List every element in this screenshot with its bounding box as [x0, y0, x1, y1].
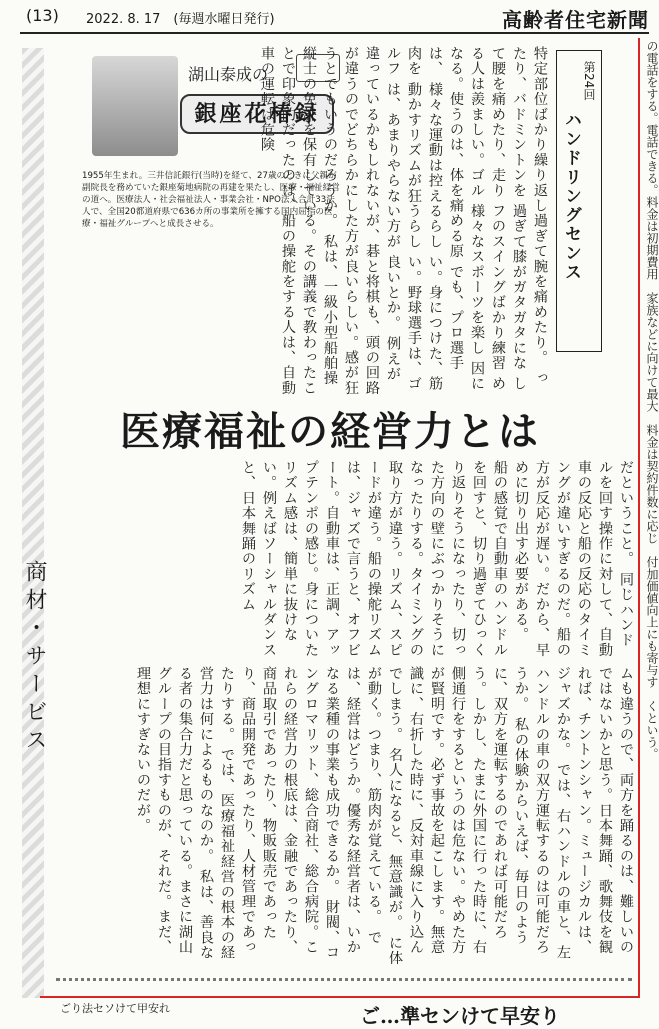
text-block: 因になる。使うのは、体を痛める原: [448, 46, 485, 392]
text-block: だということ。: [618, 460, 634, 567]
issue-date: 2022. 8. 17 (毎週水曜日発行): [86, 12, 275, 27]
text-block: 私は、善良なる者の集合力だと思っている。まさに湖山グループの目指すものが、それだ。まだ、理想にすぎないのだが。: [135, 666, 214, 961]
page-number: (13): [26, 6, 59, 25]
series-number: 第24回: [582, 61, 596, 101]
headline: 医療福祉の経営力とは: [120, 408, 540, 455]
red-frame-horizontal: [40, 996, 640, 998]
column-top-left: [60, 240, 240, 396]
column-bottom: [60, 666, 636, 966]
text-block: 様々な運動は控えるらし: [427, 81, 443, 250]
text-block: 私は、一級小型船舶操縦士の免許を保有している。その講義で教わったことで印象的だったのは、船の操舵をする人は、自動車の運転は危険: [259, 46, 338, 396]
column-name: 銀座花椿録: [180, 94, 334, 134]
text-block: 様々なスポーツを楽し: [469, 203, 485, 356]
text-block: 良いとか。: [385, 254, 401, 331]
red-frame-vertical: [638, 38, 640, 998]
text-block: して腰を痛めたり、走り: [490, 46, 527, 392]
next-article-headline: ご…準センけて早安り: [360, 1004, 560, 1028]
text-block: 過ぎて膝がガタガタにな: [511, 203, 527, 371]
text-block: める人は羨ましい。ゴル: [469, 46, 506, 392]
text-block: では、医療福祉経営の根本の経営力は何によるものなのか。: [198, 666, 235, 961]
text-block: 私の体験からいえば、毎日のように、双方を運転するのであれば可能だろう。しかし、たまに外国に行った時に、右側通行をするというのは危ない。やめた方が賢明です。必ず事故を起こします。無意識に、右折した時に、反対車線に入り込んでしまう。: [387, 666, 529, 955]
author-name: 湖山泰成の: [188, 65, 269, 84]
decorative-side-bar: [22, 48, 44, 998]
series-box: [556, 50, 602, 352]
author-bio: 1955年生まれ。三井信託銀行(当時)を経て、27歳のときに父親が副院長を務めていた銀座菊地病院の再建を果たし、医療・福祉経営の道へ。医療法人・社会福祉法人・事業会社・NPO法人合計33法人で、全国20都道府県で636カ所の事業所を擁する国内屈指の医療・福祉グループへと成長させる。: [82, 171, 340, 229]
text-block: では、右ハンドルの車と、左ハンドルの車の双方運転するのは可能だろうか。: [513, 666, 571, 961]
text-block: に体が動く。つまり、筋肉が覚えている。: [366, 666, 403, 966]
newspaper-name: 高齢者住宅新聞: [502, 8, 649, 32]
text-block: 名人になると、無意識が。: [387, 747, 403, 930]
text-block: でも、プロ選手は、: [427, 46, 464, 371]
column-top: [244, 46, 550, 396]
text-block: 特定部位ばかり繰り返し過ぎて腕を痛めたり。: [532, 46, 548, 366]
text-block: は、あまりやらない方が: [385, 81, 401, 250]
text-block: 船の感覚で自動車のハンドルを回すと、切り過ぎてひっくり返りそうになったり、切った方向の壁にぶつかりそうになったりする。タイミングの取り方が違う。リズム、スピードが違う。船の操舵リズムは、ジャズで言うと、オフビート。自動車は、正調、アップテンポの感じ。身についたリズム感は、簡単に抜けない。例えばソーシャルダンスと、日本舞踊のリズム: [240, 460, 508, 658]
page-header: [0, 0, 659, 34]
text-block: い。身につけた、筋肉を: [406, 46, 443, 392]
section-label: 商材・サービス: [22, 560, 47, 756]
adjacent-article-text: の電話をする。電話できる。料金は初期費用 家族などに向けて最大 料金は契約件数に応じ 付加価値向上にも寄与す くという。: [645, 40, 659, 760]
text-block: 同じハンドルを回す操作に対して、自動車の反応と船の反応のタイミングが違いすぎるのだ。船の方が反応が遅い。だから、早めに切り出す必要がある。: [513, 460, 634, 658]
text-block: 動かすリズムが狂うらし: [406, 81, 422, 250]
text-block: フのスイングばかり練習: [490, 203, 506, 371]
text-block: ムも違うので、両方を踊るのは、難しいのではないかと思う。日本舞踊、歌舞伎を観れば、チントンシャン。ミュージカルは、ジャズかな。: [555, 666, 634, 955]
column-middle: [60, 460, 636, 660]
text-block: 例えが違っているかもしれないが、碁と将棋も、頭の回路が違うのでどちらかにした方が良いらしい。感が狂うとでもいうのだろうか。: [322, 46, 401, 396]
text-block: い。野球選手は、ゴルフ: [385, 46, 422, 392]
text-block: では、経営はどうか。優秀な経営者は、いかなる業種の事業も成功できるか。: [324, 666, 382, 955]
author-photo: [92, 56, 178, 156]
next-article-strip: ごり法セソけて甲安れ: [60, 1002, 170, 1015]
text-block: ったり、バドミントンを: [511, 46, 548, 386]
series-title: ハンドリングセンス: [561, 111, 581, 282]
header-rule: [20, 32, 649, 34]
text-block: 財閥、コングロマリット、総合商社、総合病院。これらの経営力の根底は、金融であったり、商品取引であったり、物販販売であったり、商品開発であったり、人材管理であったりする。: [219, 666, 340, 961]
